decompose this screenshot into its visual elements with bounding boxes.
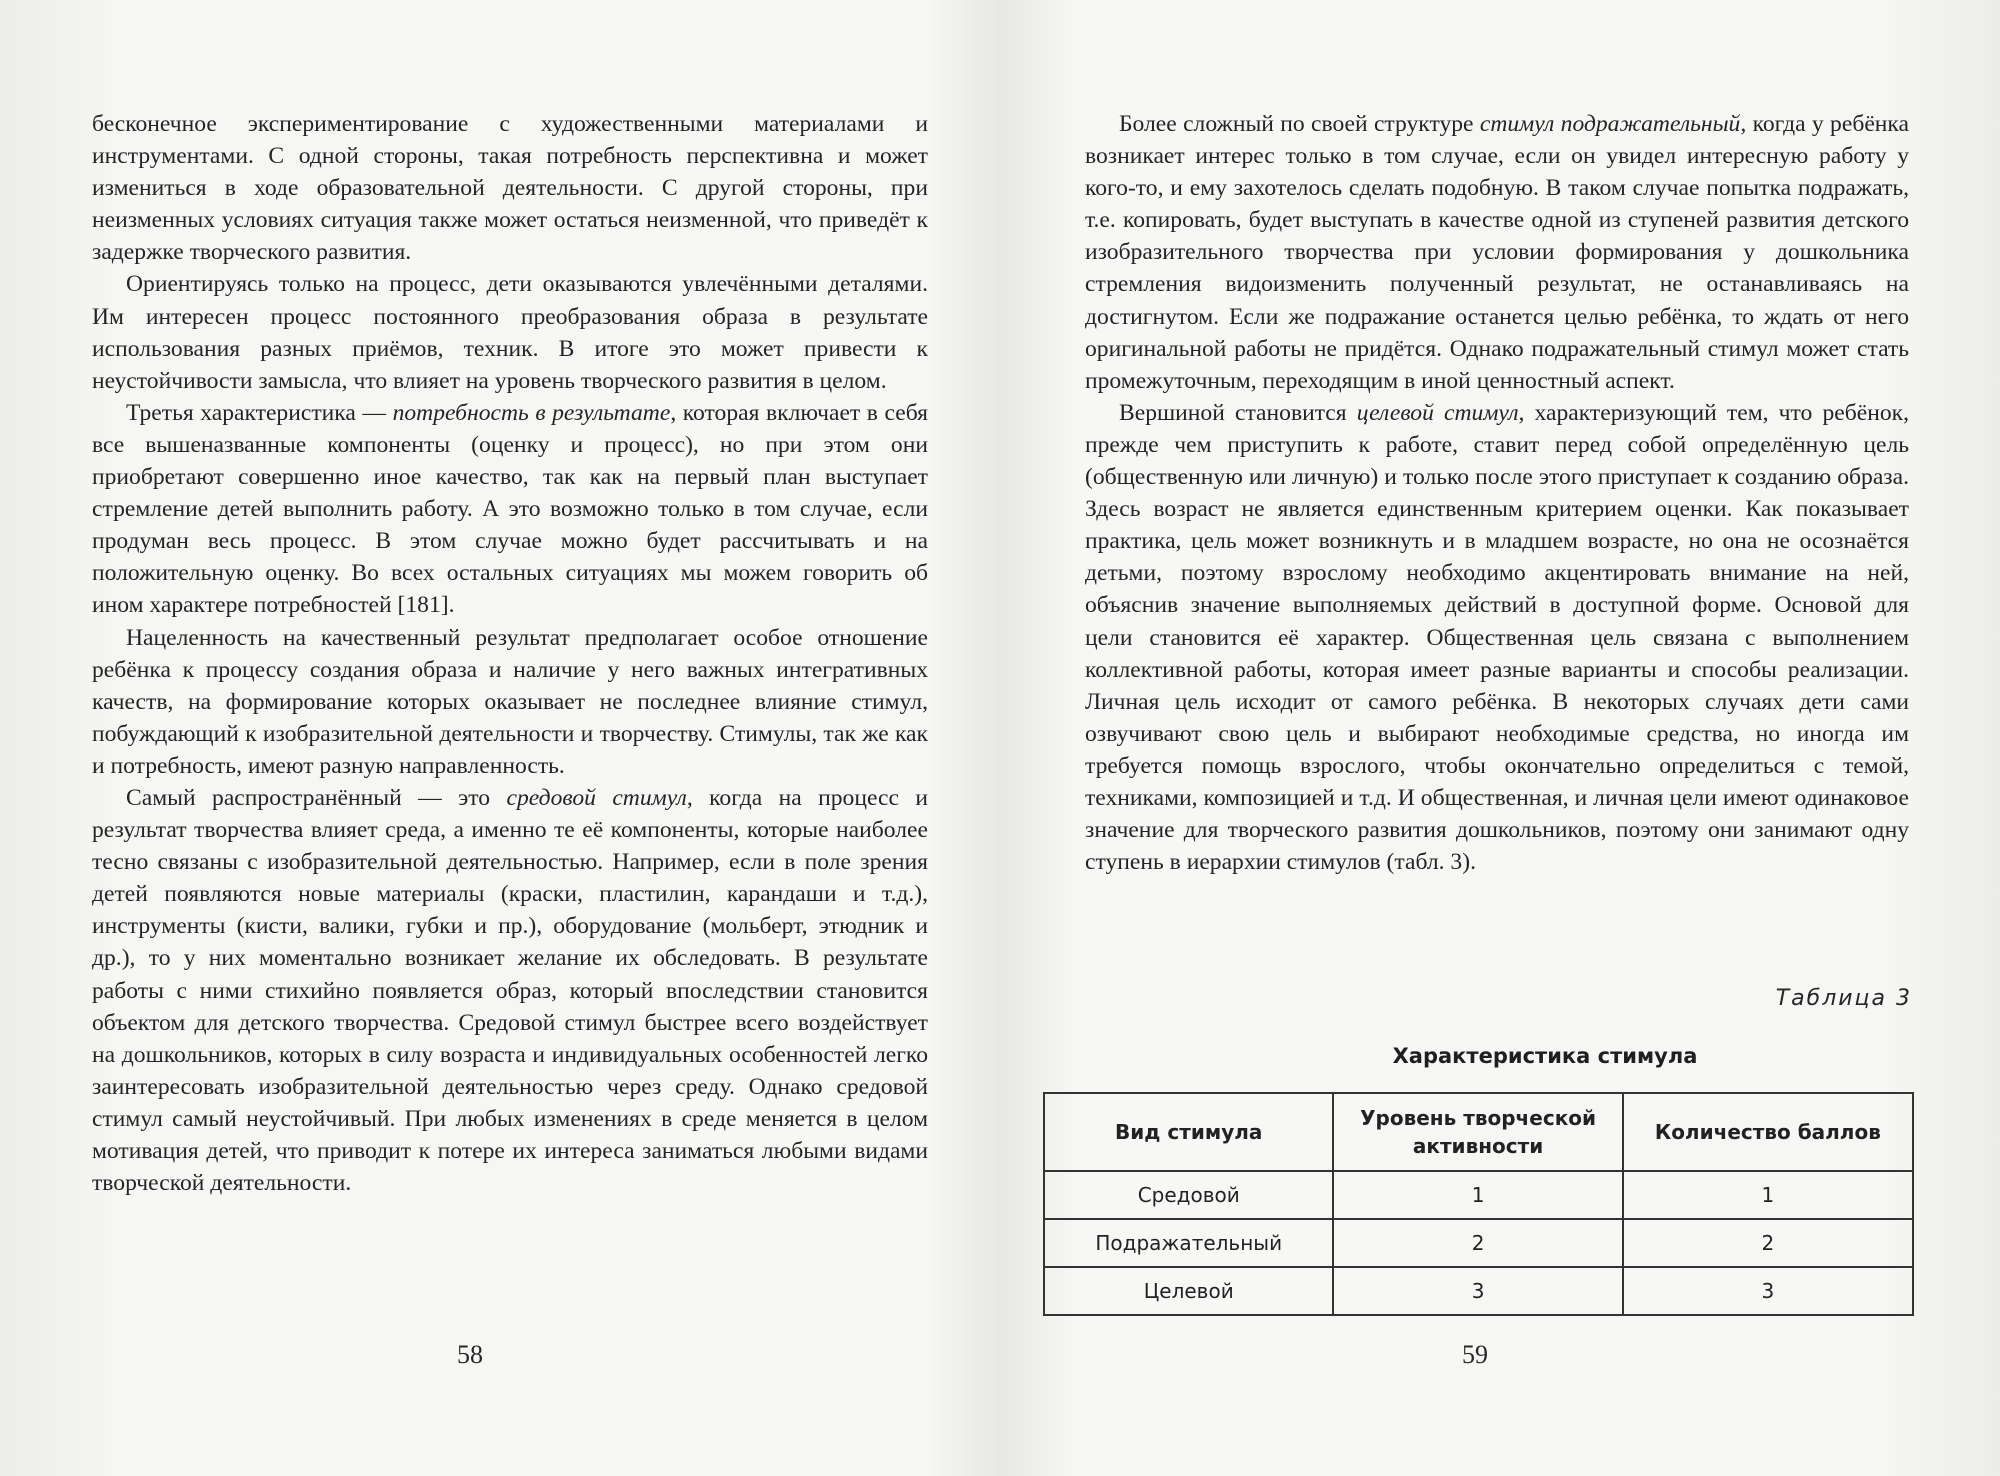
paragraph xyxy=(92,268,928,396)
italic-term: стимул подражательный xyxy=(1479,111,1741,137)
text-run: , когда у ребёнка возникает интерес только в том случае, если он увидел интересную работу у кого-то, и ему захотелось сделать подобную. В таком случае попытка подражать, т.е. копировать, будет выступать в качестве одной из ступеней развития детского изобразительного творчества при условии формирования у дошкольника стремления видоизменить полученный результат, не останавливаясь на достигнутом. Если же подражание останется целью ребёнка, то ждать от него оригинальной работы не придётся. Однако подражательный стимул может стать промежуточным, переходящим в иной ценностный аспект. xyxy=(1085,111,1909,394)
table-label: Таблица 3 xyxy=(1775,986,1912,1011)
table-cell: 3 xyxy=(1623,1267,1913,1315)
paragraph xyxy=(1085,397,1909,878)
paragraph xyxy=(1085,108,1909,397)
text-run: , которая включает в себя все вышеназванные компоненты (оценку и процесс), но при этом они приобретают совершенно иное качество, так как на первый план выступает стремление детей выполнить работу. А это возможно только в том случае, если продуман весь процесс. В этом случае можно будет рассчитывать и на положительную оценку. Во всех остальных ситуациях мы можем говорить об ином характере потребностей [181]. xyxy=(92,399,928,619)
paragraph xyxy=(92,622,928,782)
right-page xyxy=(1000,0,2000,1476)
table-row xyxy=(1044,1219,1913,1267)
paragraph xyxy=(92,108,928,268)
left-page-text xyxy=(92,108,928,1199)
table-cell: Целевой xyxy=(1044,1267,1333,1315)
text-run: , когда на процесс и результат творчества влияет среда, а именно те её компоненты, которые наиболее тесно связаны с изобразительной деятельностью. Например, если в поле зрения детей появляются новые материалы (краски, пластилин, карандаши и т.д.), инструменты (кисти, валики, губки и пр.), оборудование (мольберт, этюдник и др.), то у них моментально возникает желание их обследовать. В результате работы с ними стихийно появляется образ, который впоследствии становится объектом для детского творчества. Средовой стимул быстрее всего воздействует на дошкольников, которых в силу возраста и индивидуальных особенностей легко заинтересовать изобразительной деятельностью через среду. Однако средовой стимул самый неустойчивый. При любых изменениях в среде меняется в целом мотивация детей, что приводит к потере их интереса заниматься любыми видами творческой деятельности. xyxy=(92,784,928,1197)
text-run: , характеризующий тем, что ребёнок, прежде чем приступить к работе, ставит перед собой определённую цель (общественную или личную) и только после этого приступает к созданию образа. Здесь возраст не является единственным критерием оценки. Как показывает практика, цель может возникнуть и в младшем возрасте, но она не осознаётся детьми, поэтому взрослому необходимо акцентировать внимание на ней, объяснив значение выполняемых действий в доступной форме. Основой для цели становится её характер. Общественная цель связана с выполнением коллективной работы, которая имеет разные варианты и способы реализации. Личная цель исходит от самого ребёнка. В некоторых случаях дети сами озвучивают свою цель и выбирают необходимые средства, но иногда им требуется помощь взрослого, чтобы окончательно определиться с темой, техниками, композицией и т.д. И общественная, и личная цели имеют одинаковое значение для творческого развития дошкольников, поэтому они занимают одну ступень в иерархии стимулов (табл. 3). xyxy=(1085,399,1909,876)
italic-term: средовой стимул xyxy=(506,784,687,811)
text-run: бесконечное экспериментирование с художественными материалами и инструментами. С одной стороны, такая потребность перспективна и может измениться в ходе образовательной деятельности. С другой стороны, при неизменных условиях ситуация также может остаться неизменной, что приведёт к задержке творческого развития. xyxy=(92,111,928,266)
table-header-row xyxy=(1044,1093,1913,1171)
table-cell: 2 xyxy=(1623,1219,1913,1267)
table-row xyxy=(1044,1267,1913,1315)
text-run: Более сложный по своей структуре xyxy=(1119,111,1480,137)
paragraph xyxy=(92,397,928,622)
italic-term: целевой стимул xyxy=(1356,399,1519,426)
column-header: Количество баллов xyxy=(1623,1093,1913,1171)
text-run: Ориентируясь только на процесс, дети оказываются увлечёнными деталями. Им интересен процесс постоянного преобразования образа в результате использования разных приёмов, техник. В итоге это может привести к неустойчивости замысла, что влияет на уровень творческого развития в целом. xyxy=(92,271,928,394)
text-run: Вершиной становится xyxy=(1119,399,1357,426)
page-number: 59 xyxy=(1462,1340,1488,1369)
column-header: Уровень творческой активности xyxy=(1333,1093,1622,1171)
text-run: Самый распространённый — это xyxy=(126,784,507,811)
paragraph xyxy=(92,782,928,1199)
table-cell: 3 xyxy=(1333,1267,1622,1315)
table-cell: 1 xyxy=(1623,1171,1913,1219)
table-cell: 1 xyxy=(1333,1171,1622,1219)
table-title: Характеристика стимула xyxy=(1392,1044,1698,1068)
italic-term: потребность в результате xyxy=(392,399,671,426)
right-page-text xyxy=(1085,108,1909,878)
table-cell: Средовой xyxy=(1044,1171,1333,1219)
stimulus-table xyxy=(1043,1092,1914,1316)
table-row xyxy=(1044,1171,1913,1219)
page-number: 58 xyxy=(457,1340,483,1369)
column-header: Вид стимула xyxy=(1044,1093,1333,1171)
text-run: Нацеленность на качественный результат предполагает особое отношение ребёнка к процессу создания образа и наличие у него важных интегративных качеств, на формирование которых оказывает не последнее влияние стимул, побуждающий к изобразительной деятельности и творчеству. Стимулы, так же как и потребность, имеют разную направленность. xyxy=(92,624,928,779)
table-cell: Подражательный xyxy=(1044,1219,1333,1267)
text-run: Третья характеристика — xyxy=(126,399,393,426)
table-cell: 2 xyxy=(1333,1219,1622,1267)
